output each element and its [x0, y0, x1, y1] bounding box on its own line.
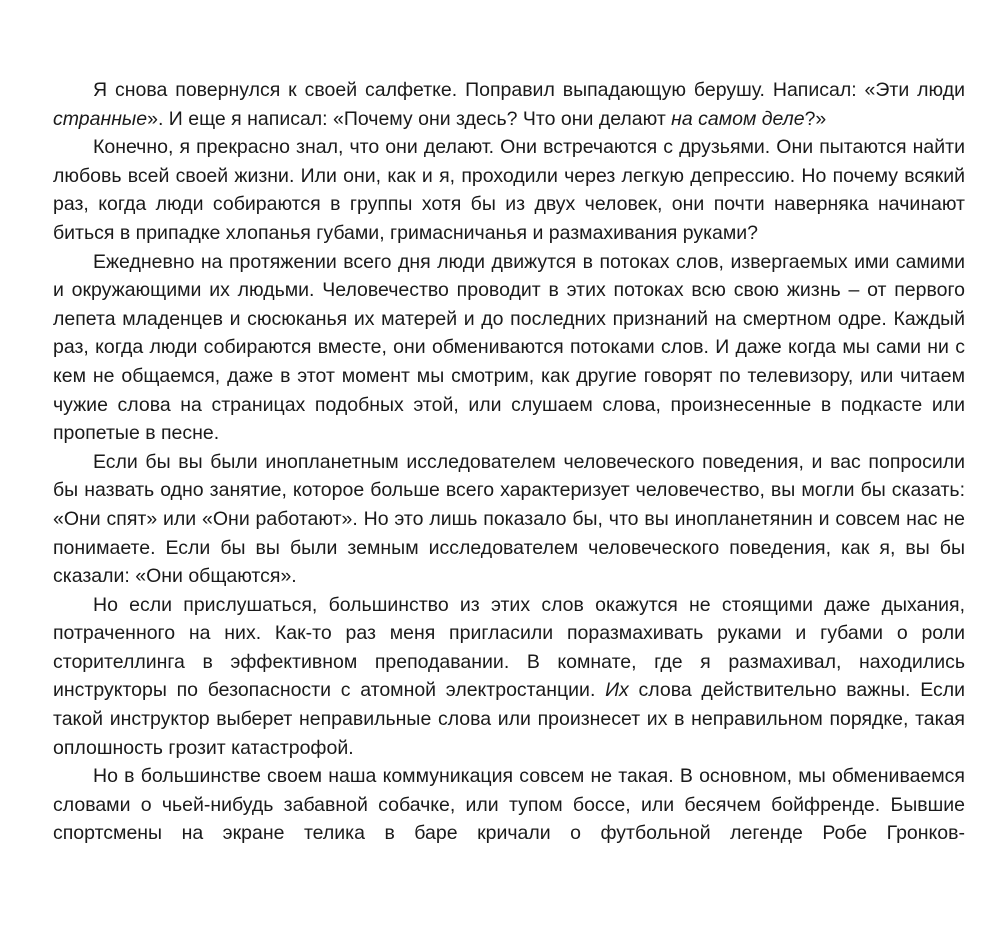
text-run: Но если прислушаться, большинство из этих слов окажутся не стоящими даже дыхания, потраченного на них. Как-то раз меня пригласили поразмахивать руками и губами о роли сторителлинга в эффективном преподавании. В комнате, где я размахивал, находились инструкторы по безопасности с атомной электростанции. — [53, 593, 965, 702]
text-run: Конечно, я прекрасно знал, что они делают. Они встречаются с друзьями. Они пытаются найти любовь всей своей жизни. Или они, как и я, проходили через легкую депрессию. Но почему всякий раз, когда люди собираются в группы хотя бы из двух человек, они почти наверняка начинают биться в припадке хлопанья губами, гримасничанья и размахивания руками? — [53, 136, 965, 244]
text-run: Но в большинстве своем наша коммуникация совсем не такая. В основном, мы обмениваемся словами о чьей-нибудь забавной собачке, или тупом боссе, или бесячем бойфренде. Бывшие спортсмены на экране телика в баре кричали о футбольной легенде Робе Гронков- — [53, 765, 965, 845]
paragraph — [53, 248, 965, 448]
text-run: слова действительно важны. Если такой инструктор выберет неправильные слова или произнесет их в неправильном порядке, такая оплошность грозит катастрофой. — [53, 679, 966, 759]
text-run: Ежедневно на протяжении всего дня люди движутся в потоках слов, извергаемых ими самими и окружающими их людьми. Человечество проводит в этих потоках всю свою жизнь – от первого лепета младенцев и сюсюканья их матерей и до последних признаний на смертном одре. Каждый раз, когда люди собираются вместе, они обмениваются потоками слов. И даже когда мы сами ни с кем не общаемся, даже в этот момент мы смотрим, как другие говорят по телевизору, или читаем чужие слова на страницах подобных этой, или слушаем слова, произнесенные в подкасте или пропетые в песне. — [53, 250, 965, 445]
text-run: Если бы вы были инопланетным исследователем человеческого поведения, и вас попросили бы назвать одно занятие, которое больше всего характеризует человечество, вы могли бы сказать: «Они спят» или «Они работают». Но это лишь показало бы, что вы инопланетянин и совсем нас не понимаете. Если бы вы были земным исследователем человеческого поведения, как я, вы бы сказали: «Они общаются». — [53, 450, 965, 588]
italic-text-run: странные — [53, 107, 148, 130]
italic-text-run: Их — [605, 679, 629, 702]
book-page — [53, 76, 965, 848]
italic-text-run: на самом деле — [671, 107, 805, 130]
paragraph-continued — [53, 762, 965, 848]
paragraph — [53, 448, 965, 591]
text-run: Я снова повернулся к своей салфетке. Поправил выпадающую берушу. Написал: «Эти люди — [93, 79, 965, 101]
text-run: ». И еще я написал: «Почему они здесь? Что они делают — [147, 107, 672, 130]
text-run: ?» — [804, 107, 827, 130]
paragraph — [53, 76, 965, 133]
paragraph — [53, 591, 965, 763]
paragraph — [53, 133, 965, 247]
